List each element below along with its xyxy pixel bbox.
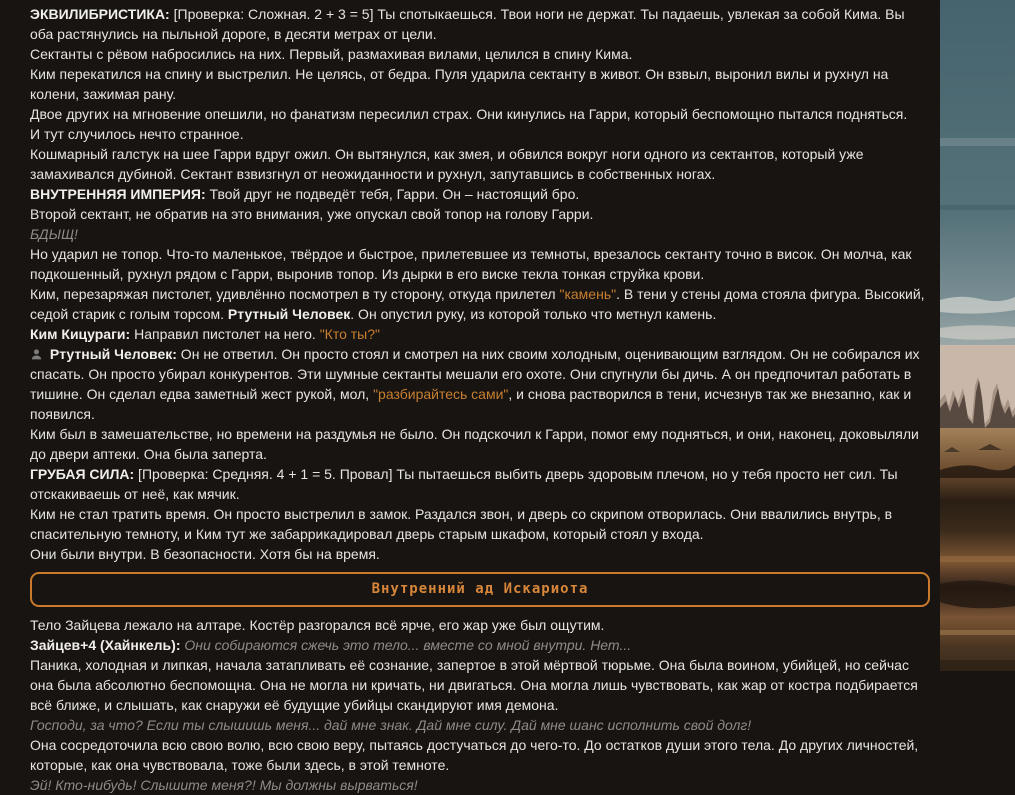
- log-text-segment: [Проверка: Средняя. 4 + 1 = 5. Провал] Ты пытаешься выбить дверь здоровым плечом, но у тебя просто нет сил. Ты отскакиваешь от неё, как мячик.: [30, 466, 898, 502]
- log-text-segment: , и снова растворился в тени, исчезнув так же внезапно, как и появился.: [30, 386, 912, 422]
- story-log-part-2: [30, 615, 930, 795]
- log-paragraph: [30, 735, 930, 775]
- log-paragraph: [30, 544, 930, 564]
- log-paragraph: [30, 655, 930, 715]
- log-paragraph: [30, 124, 930, 144]
- log-paragraph: [30, 635, 930, 655]
- log-paragraph: [30, 284, 930, 324]
- log-paragraph: [30, 4, 930, 44]
- log-text-segment: Господи, за что? Если ты слышишь меня... дай мне знак. Дай мне силу. Дай мне шанс исполнить свой долг!: [30, 717, 752, 733]
- log-text-segment: БДЫЩ!: [30, 226, 78, 242]
- log-text-segment: ГРУБАЯ СИЛА:: [30, 466, 135, 482]
- log-paragraph: [30, 64, 930, 104]
- log-text-segment: ВНУТРЕННЯЯ ИМПЕРИЯ:: [30, 186, 206, 202]
- log-text-segment: Твой друг не подведёт тебя, Гарри. Он – настоящий бро.: [205, 186, 580, 202]
- log-paragraph: [30, 424, 930, 464]
- chapter-header-box: [30, 572, 930, 607]
- log-text-segment: . Он опустил руку, из которой только что метнул камень.: [350, 306, 717, 322]
- log-text-segment: [Проверка: Сложная. 2 + 3 = 5] Ты спотыкаешься. Твои ноги не держат. Ты падаешь, увлекая за собой Кима. Вы оба растянулись на пыльной дороге, в десяти метрах от цели.: [30, 6, 905, 42]
- log-paragraph: [30, 204, 930, 224]
- log-text-segment: Направил пистолет на него.: [130, 326, 320, 342]
- log-text-segment: Ртутный Человек:: [49, 346, 177, 362]
- log-paragraph: [30, 344, 930, 424]
- log-paragraph: [30, 144, 930, 184]
- log-text-segment: Но ударил не топор. Что-то маленькое, твёрдое и быстрое, прилетевшее из темноты, врезалось сектанту точно в висок. Он молча, как подкошенный, рухнул рядом с Гарри, выронив топор. Из дырки в его виске текла тонкая струйка крови.: [30, 246, 912, 282]
- log-text-segment: ЭКВИЛИБРИСТИКА:: [30, 6, 170, 22]
- log-text-segment: Ким Кицураги:: [30, 326, 131, 342]
- log-paragraph: [30, 224, 930, 244]
- log-text-segment: . В тени у стены дома стояла фигура. Высокий, седой старик с голым торсом.: [30, 286, 925, 322]
- log-paragraph: [30, 715, 930, 735]
- scene-backdrop: [940, 0, 1015, 671]
- desert-landscape-image: [940, 0, 1015, 671]
- log-text-segment: Зайцев+4 (Хайнкель):: [30, 637, 181, 653]
- log-paragraph: [30, 615, 930, 635]
- log-text-segment: И тут случилось нечто странное.: [30, 126, 244, 142]
- log-paragraph: [30, 775, 930, 795]
- log-text-segment: Паника, холодная и липкая, начала затапливать её сознание, запертое в этой мёртвой тюрьме. Она была воином, убийцей, но сейчас она была абсолютно беспомощна. Она не могла ни кричать, ни двигаться. Она могла лишь чувствовать, как жар от костра подбирается всё ближе, и слышать, как снаружи её будущие убийцы скандируют имя демона.: [30, 657, 918, 713]
- story-log-part-1: [30, 4, 930, 564]
- log-text-segment: Ким был в замешательстве, но времени на раздумья не было. Он подскочил к Гарри, помог ему подняться, и они, наконец, доковыляли до двери аптеки. Она была заперта.: [30, 426, 919, 462]
- log-text-segment: Ким не стал тратить время. Он просто выстрелил в замок. Раздался звон, и дверь со скрипом отворилась. Они ввалились внутрь, в спасительную темноту, и Ким тут же забаррикадировал дверь старым шкафом, который стоял у входа.: [30, 506, 893, 542]
- log-text-segment: Сектанты с рёвом набросились на них. Первый, размахивая вилами, целился в спину Кима.: [30, 46, 633, 62]
- log-text-segment: Они были внутри. В безопасности. Хотя бы на время.: [30, 546, 380, 562]
- log-text-segment: "камень": [559, 286, 617, 302]
- log-text-segment: Тело Зайцева лежало на алтаре. Костёр разгорался всё ярче, его жар уже был ощутим.: [30, 617, 605, 633]
- log-paragraph: [30, 324, 930, 344]
- person-bust-icon: [30, 348, 43, 361]
- log-text-segment: "Кто ты?": [319, 326, 380, 342]
- log-text-segment: Второй сектант, не обратив на это внимания, уже опускал свой топор на голову Гарри.: [30, 206, 594, 222]
- log-text-segment: Эй! Кто-нибудь! Слышите меня?! Мы должны вырваться!: [30, 777, 418, 793]
- log-paragraph: [30, 464, 930, 504]
- log-paragraph: [30, 104, 930, 124]
- log-text-segment: Ким, перезаряжая пистолет, удивлённо посмотрел в ту сторону, откуда прилетел: [30, 286, 560, 302]
- log-text-segment: Ким перекатился на спину и выстрелил. Не целясь, от бедра. Пуля ударила сектанту в живот. Он взвыл, выронил вилы и рухнул на колени, зажимая рану.: [30, 66, 889, 102]
- log-text-segment: "разбирайтесь сами": [373, 386, 509, 402]
- log-text-segment: Он не ответил. Он просто стоял и смотрел на них своим холодным, оценивающим взглядом. Он не собирался их спасать. Он просто убирал конкурентов. Эти шумные сектанты мешали его охоте. Они спугнули бы дичь. А он предпочитал работать в тишине. Он сделал едва заметный жест рукой, мол,: [30, 346, 920, 402]
- log-paragraph: [30, 184, 930, 204]
- log-text-segment: Двое других на мгновение опешили, но фанатизм пересилил страх. Они кинулись на Гарри, который беспомощно пытался подняться.: [30, 106, 908, 122]
- log-paragraph: [30, 44, 930, 64]
- log-text-segment: Ртутный Человек: [227, 306, 351, 322]
- log-text-segment: Кошмарный галстук на шее Гарри вдруг ожил. Он вытянулся, как змея, и обвился вокруг ноги одного из сектантов, который уже замахивался дубиной. Сектант взвизгнул от неожиданности и рухнул, запутавшись в собственных ногах.: [30, 146, 864, 182]
- log-paragraph: [30, 504, 930, 544]
- chapter-title: Внутренний ад Искариота: [371, 581, 589, 597]
- log-text-segment: Они собираются сжечь это тело... вместе со мной внутри. Нет...: [180, 637, 632, 653]
- log-text-segment: Она сосредоточила всю свою волю, всю свою веру, пытаясь достучаться до чего-то. До остатков души этого тела. До других личностей, которые, как она чувствовала, тоже были здесь, в этой темноте.: [30, 737, 919, 773]
- log-paragraph: [30, 244, 930, 284]
